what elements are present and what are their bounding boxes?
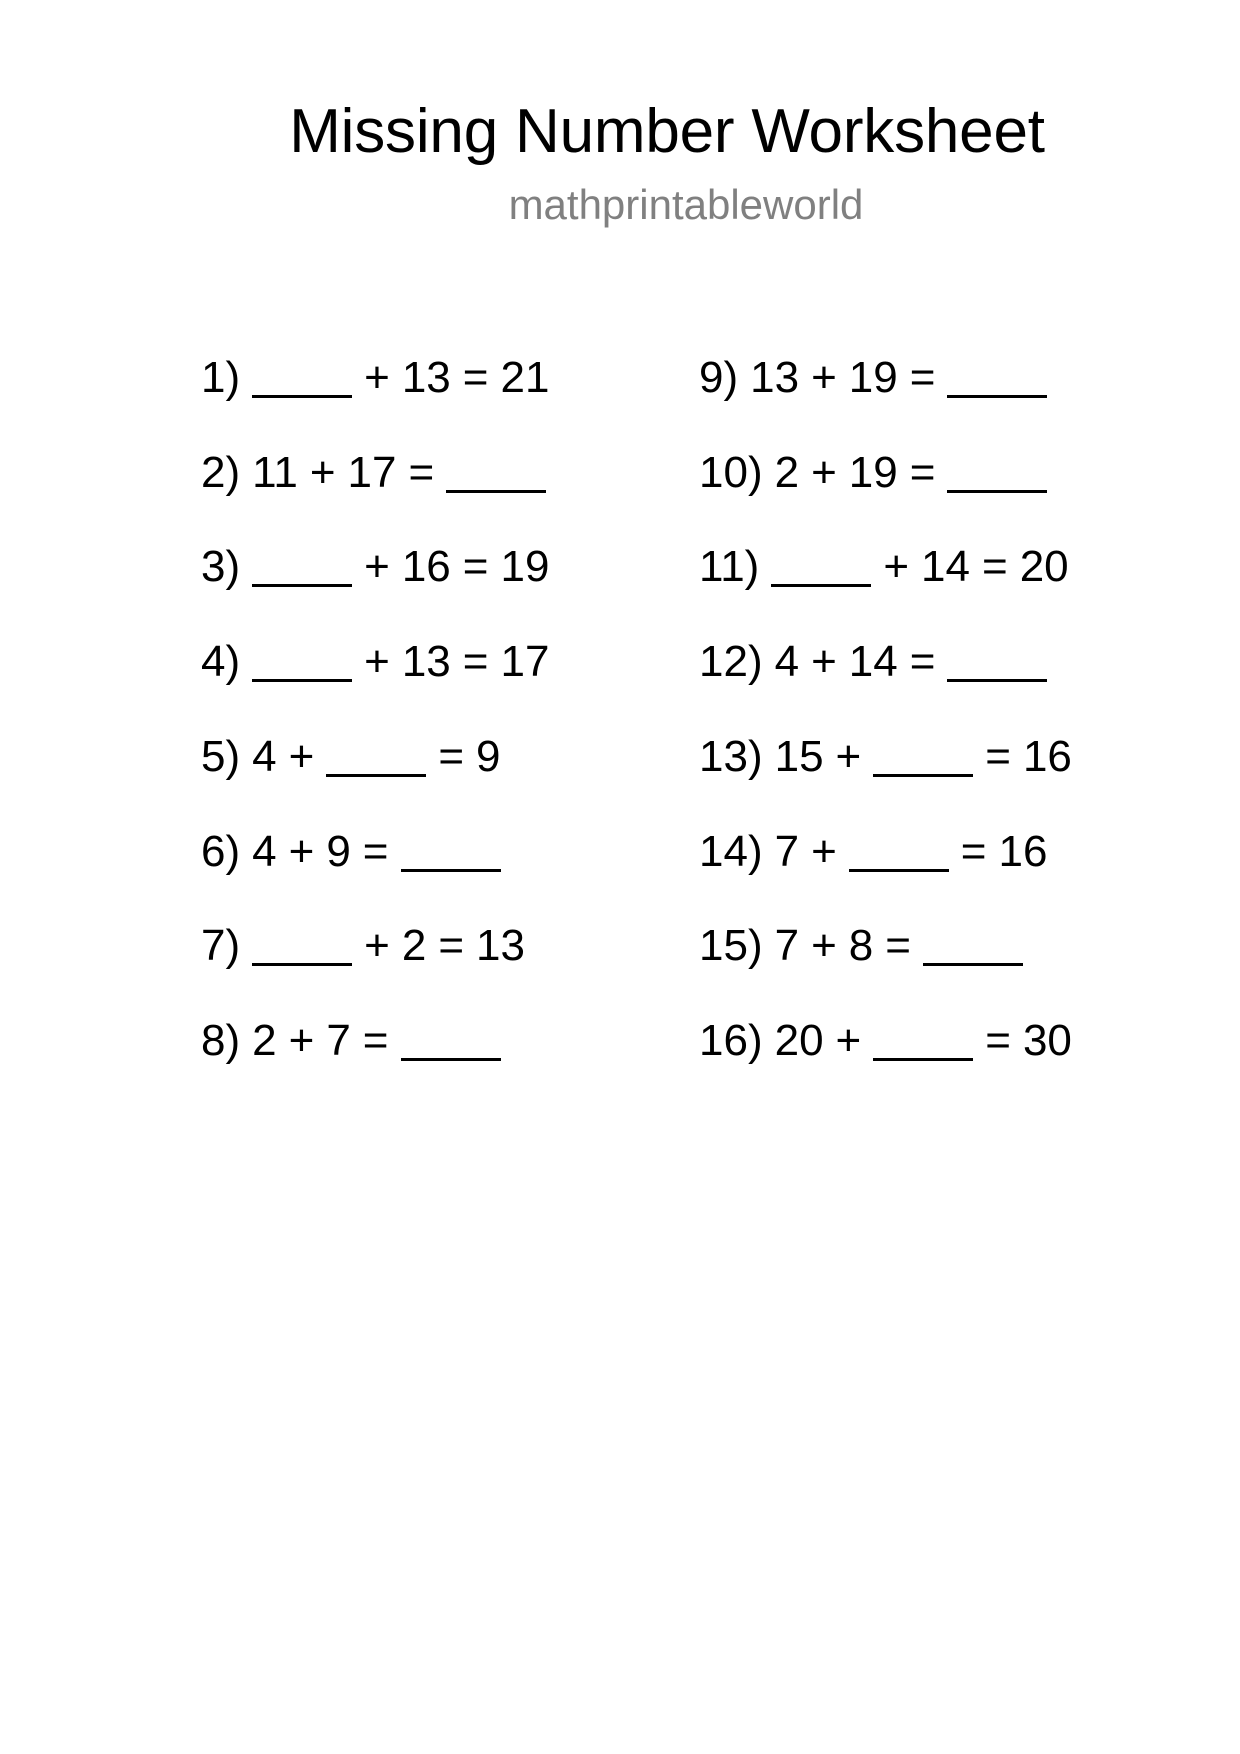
operand-a: 2 bbox=[774, 448, 800, 497]
plus-sign: + bbox=[835, 732, 862, 781]
answer-blank[interactable] bbox=[252, 537, 352, 581]
problem-number: 13) bbox=[699, 732, 763, 781]
equals-sign: = bbox=[438, 732, 465, 781]
equals-sign: = bbox=[985, 732, 1011, 781]
sum-value: 13 bbox=[476, 921, 525, 970]
operand-b: 14 bbox=[921, 542, 970, 591]
equals-sign: = bbox=[462, 353, 489, 402]
problem-number: 7) bbox=[201, 921, 241, 970]
plus-sign: + bbox=[288, 732, 315, 781]
operand-b: 9 bbox=[326, 827, 351, 876]
sum-value: 17 bbox=[500, 637, 550, 686]
answer-blank[interactable] bbox=[326, 727, 426, 771]
problem-row bbox=[201, 916, 537, 971]
operand-b: 13 bbox=[401, 637, 451, 686]
equals-sign: = bbox=[462, 637, 489, 686]
problem-row bbox=[699, 348, 1059, 403]
equals-sign: = bbox=[408, 448, 435, 497]
answer-blank[interactable] bbox=[771, 537, 871, 581]
problem-row bbox=[201, 727, 513, 782]
problem-number: 2) bbox=[201, 448, 241, 497]
page-subtitle: mathprintableworld bbox=[508, 181, 864, 228]
answer-blank[interactable] bbox=[947, 632, 1047, 676]
problem-row bbox=[201, 537, 561, 592]
equals-sign: = bbox=[909, 637, 936, 686]
equals-sign: = bbox=[909, 448, 936, 497]
answer-blank[interactable] bbox=[849, 822, 949, 866]
problem-number: 4) bbox=[201, 637, 241, 686]
plus-sign: + bbox=[811, 921, 837, 970]
sum-value: 9 bbox=[476, 732, 501, 781]
answer-blank[interactable] bbox=[252, 916, 352, 960]
problem-number: 14) bbox=[699, 827, 763, 876]
operand-a: 20 bbox=[774, 1016, 824, 1065]
problem-number: 5) bbox=[201, 732, 241, 781]
equals-sign: = bbox=[985, 1016, 1011, 1065]
plus-sign: + bbox=[364, 637, 390, 686]
problem-row bbox=[699, 822, 1059, 877]
operand-b: 19 bbox=[848, 353, 898, 402]
operand-a: 7 bbox=[774, 921, 800, 970]
operand-b: 13 bbox=[401, 353, 451, 402]
sum-value: 16 bbox=[1022, 732, 1072, 781]
problem-row bbox=[699, 727, 1084, 782]
problem-row bbox=[201, 348, 561, 403]
problem-row bbox=[699, 443, 1059, 498]
page-title: Missing Number Worksheet bbox=[289, 97, 1045, 166]
plus-sign: + bbox=[364, 921, 390, 970]
problem-row bbox=[699, 1011, 1084, 1066]
operand-a: 2 bbox=[252, 1016, 277, 1065]
operand-b: 19 bbox=[848, 448, 898, 497]
operand-a: 4 bbox=[774, 637, 800, 686]
operand-b: 7 bbox=[326, 1016, 351, 1065]
operand-b: 17 bbox=[347, 448, 397, 497]
plus-sign: + bbox=[811, 353, 837, 402]
operand-a: 13 bbox=[750, 353, 800, 402]
operand-b: 2 bbox=[401, 921, 427, 970]
operand-a: 4 bbox=[252, 827, 277, 876]
problem-number: 8) bbox=[201, 1016, 241, 1065]
equals-sign: = bbox=[462, 542, 489, 591]
problem-row bbox=[201, 822, 513, 877]
problem-number: 11) bbox=[699, 542, 760, 591]
answer-blank[interactable] bbox=[947, 443, 1047, 487]
answer-blank[interactable] bbox=[873, 727, 973, 771]
sum-value: 16 bbox=[998, 827, 1048, 876]
plus-sign: + bbox=[811, 827, 837, 876]
problem-row bbox=[699, 632, 1059, 687]
problem-number: 6) bbox=[201, 827, 241, 876]
problem-number: 3) bbox=[201, 542, 241, 591]
plus-sign: + bbox=[364, 542, 390, 591]
operand-b: 16 bbox=[401, 542, 451, 591]
problem-number: 16) bbox=[699, 1016, 763, 1065]
problem-number: 12) bbox=[699, 637, 763, 686]
plus-sign: + bbox=[811, 637, 837, 686]
operand-b: 14 bbox=[848, 637, 898, 686]
answer-blank[interactable] bbox=[446, 443, 546, 487]
equals-sign: = bbox=[981, 542, 1008, 591]
problem-number: 10) bbox=[699, 448, 763, 497]
answer-blank[interactable] bbox=[401, 1011, 501, 1055]
plus-sign: + bbox=[309, 448, 336, 497]
problem-row bbox=[699, 916, 1035, 971]
plus-sign: + bbox=[364, 353, 390, 402]
operand-a: 11 bbox=[252, 448, 298, 497]
sum-value: 19 bbox=[500, 542, 550, 591]
operand-a: 7 bbox=[774, 827, 800, 876]
problem-row bbox=[201, 443, 558, 498]
answer-blank[interactable] bbox=[923, 916, 1023, 960]
plus-sign: + bbox=[811, 448, 837, 497]
operand-a: 4 bbox=[252, 732, 277, 781]
equals-sign: = bbox=[438, 921, 465, 970]
equals-sign: = bbox=[909, 353, 936, 402]
sum-value: 20 bbox=[1019, 542, 1069, 591]
answer-blank[interactable] bbox=[873, 1011, 973, 1055]
problem-number: 1) bbox=[201, 353, 241, 402]
operand-a: 15 bbox=[774, 732, 824, 781]
problem-row bbox=[201, 1011, 513, 1066]
equals-sign: = bbox=[885, 921, 911, 970]
problem-number: 15) bbox=[699, 921, 763, 970]
problem-row bbox=[699, 537, 1081, 592]
answer-blank[interactable] bbox=[947, 348, 1047, 392]
sum-value: 30 bbox=[1022, 1016, 1072, 1065]
plus-sign: + bbox=[883, 542, 910, 591]
sum-value: 21 bbox=[500, 353, 550, 402]
plus-sign: + bbox=[835, 1016, 862, 1065]
plus-sign: + bbox=[288, 827, 315, 876]
equals-sign: = bbox=[362, 827, 389, 876]
equals-sign: = bbox=[960, 827, 987, 876]
answer-blank[interactable] bbox=[252, 632, 352, 676]
problem-number: 9) bbox=[699, 353, 739, 402]
problem-row bbox=[201, 632, 561, 687]
plus-sign: + bbox=[288, 1016, 315, 1065]
operand-b: 8 bbox=[848, 921, 874, 970]
answer-blank[interactable] bbox=[401, 822, 501, 866]
equals-sign: = bbox=[362, 1016, 389, 1065]
answer-blank[interactable] bbox=[252, 348, 352, 392]
